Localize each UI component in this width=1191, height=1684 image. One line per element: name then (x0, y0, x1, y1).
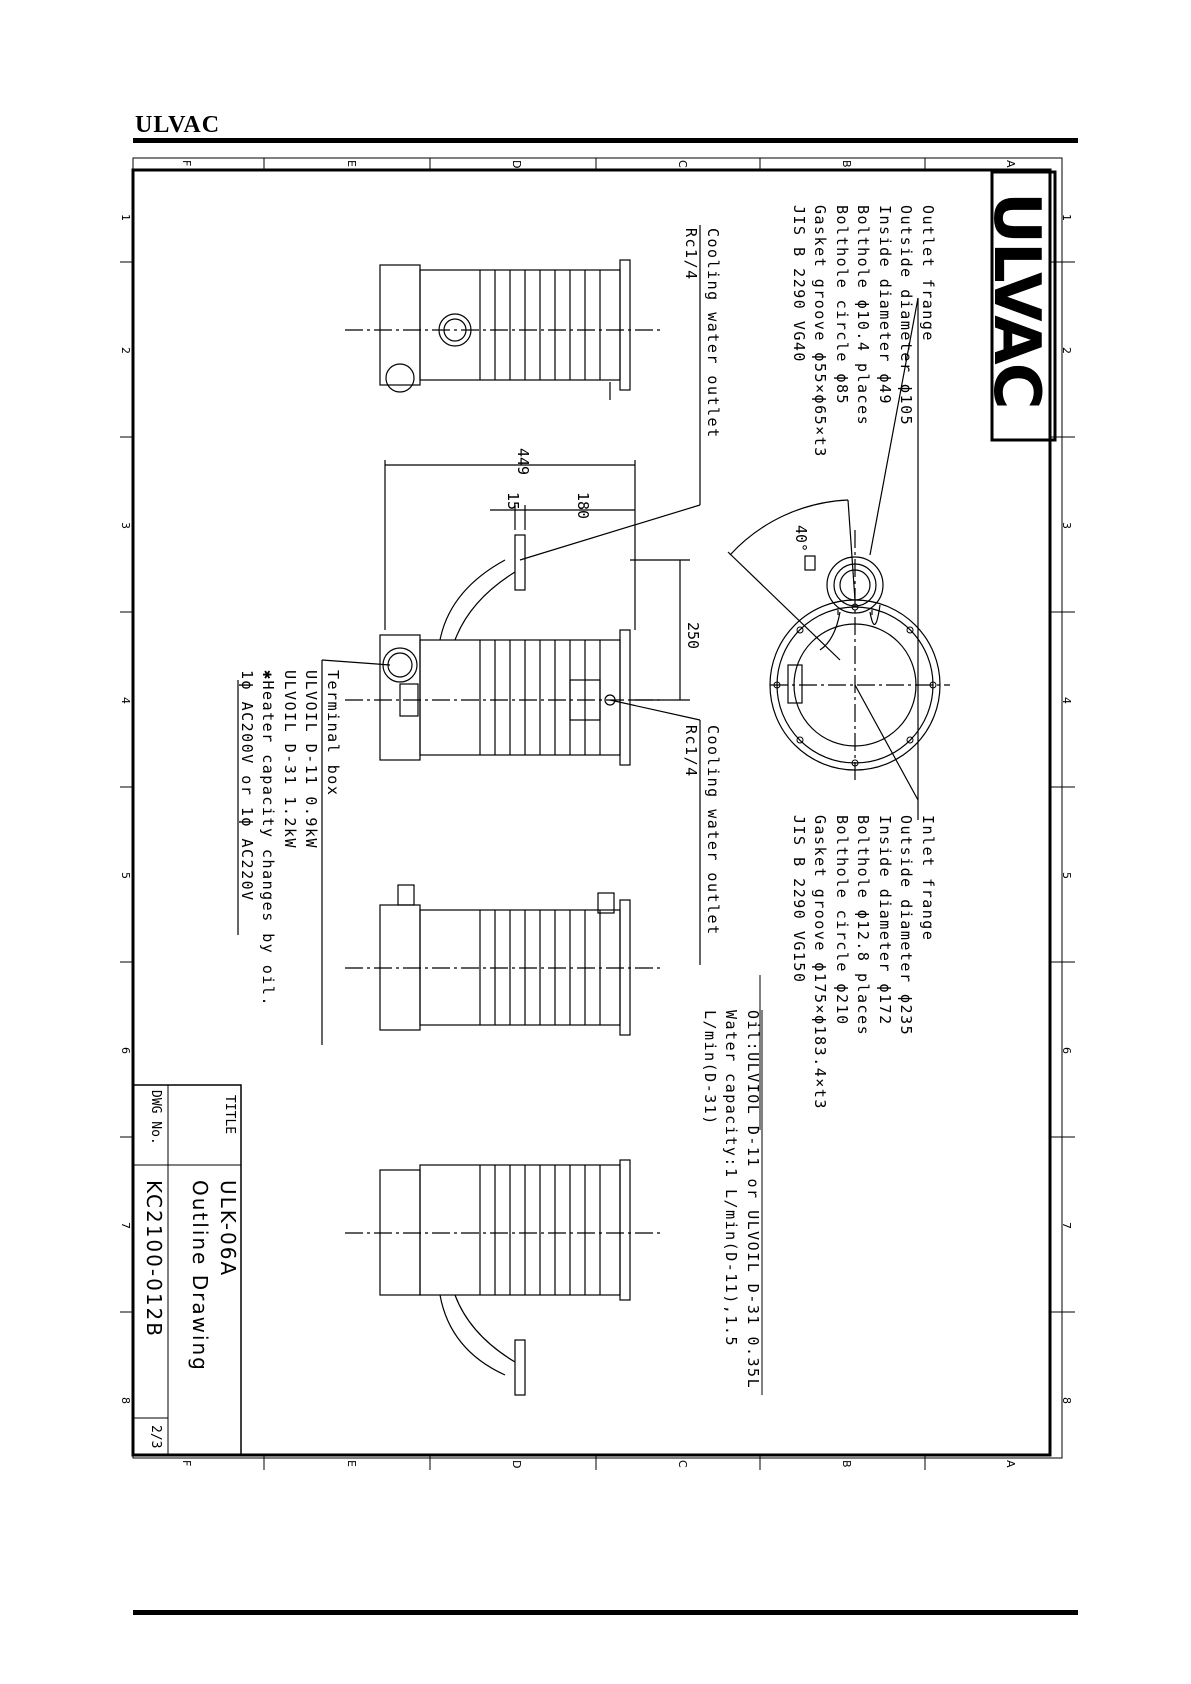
zone-letter-C: C (676, 160, 689, 168)
terminal-box-note (233, 670, 341, 1007)
outlet-frange-spec (785, 205, 936, 458)
inlet-frange-line: JIS B 2290 VG150 (790, 815, 808, 984)
side-view-4 (345, 1160, 660, 1395)
side-view-1 (345, 260, 660, 400)
outlet-frange-line: Outside diameter ϕ105 (897, 205, 916, 427)
title-line-2: Outline Drawing (188, 1180, 212, 1372)
terminal-line: 1ϕ AC200V or 1ϕ AC220V (238, 670, 256, 902)
zone-number-1-right: 1 (1060, 214, 1073, 221)
title-label: TITLE (222, 1095, 237, 1135)
zone-number-3-right: 3 (1060, 522, 1073, 529)
terminal-line: ULVOIL D-11 0.9kW (302, 670, 321, 850)
terminal-line: ULVOIL D-31 1.2kW (281, 670, 299, 850)
zone-number-5-right: 5 (1060, 872, 1073, 879)
oil-line: L/min(D-31) (701, 1010, 719, 1126)
zone-number-1: 1 (119, 214, 132, 221)
cooling-line: Cooling water outlet (704, 725, 722, 936)
zone-letter-F: F (180, 160, 193, 167)
zone-letter-C-bottom: C (676, 1460, 689, 1468)
outlet-frange-line: Gasket groove ϕ55×ϕ65×t3 (811, 205, 830, 458)
zone-number-5: 5 (119, 872, 132, 879)
zone-number-7: 7 (119, 1222, 132, 1229)
oil-line: Oil:ULVIOL D-11 or ULVOIL D-31 0.35L (744, 1010, 762, 1390)
drawing-logo: ULVAC (979, 192, 1053, 408)
zone-letter-A-bottom: A (1004, 1460, 1017, 1468)
outlet-frange-line: Outlet frange (919, 205, 937, 342)
zone-letter-B: B (840, 160, 853, 168)
inlet-frange-line: Outside diameter ϕ235 (897, 815, 916, 1037)
zone-letter-B-bottom: B (840, 1460, 853, 1468)
zone-letter-A: A (1004, 160, 1017, 168)
cooling-water-outlet-bottom (677, 725, 720, 936)
dimension-180: 180 (574, 492, 592, 520)
side-view-3 (345, 885, 660, 1035)
terminal-line: ✱Heater capacity changes by oil. (259, 670, 278, 1007)
title-line-1: ULK-06A (216, 1180, 240, 1278)
dimension-250: 250 (684, 622, 702, 650)
zone-number-7-right: 7 (1060, 1222, 1073, 1229)
zone-letter-E-bottom: E (345, 1460, 358, 1467)
zone-number-4: 4 (119, 697, 132, 704)
cooling-line: Rc1/4 (682, 228, 701, 281)
inlet-frange-line: Gasket groove ϕ175×ϕ183.4×t3 (811, 815, 830, 1110)
outlet-frange-line: Inside diameter ϕ49 (876, 205, 894, 406)
dwg-number: KC2100-012B (142, 1180, 166, 1338)
sheet-number: 2/3 (148, 1425, 163, 1449)
dimension-15: 15 (504, 492, 522, 511)
oil-line: Water capacity:1 L/min(D-11),1.5 (722, 1010, 741, 1347)
zone-letter-D: D (510, 160, 523, 169)
zone-number-8-right: 8 (1060, 1397, 1073, 1404)
inlet-frange-spec (785, 815, 936, 1110)
zone-number-2-right: 2 (1060, 347, 1073, 354)
page-header-logo: ULVAC (135, 112, 221, 138)
dimension-angle: 40° (792, 525, 810, 553)
cooling-line: Cooling water outlet (704, 228, 722, 439)
inlet-frange-line: Inlet frange (919, 815, 937, 942)
inlet-frange-line: Inside diameter ϕ172 (876, 815, 894, 1026)
zone-letter-D-bottom: D (510, 1460, 523, 1469)
oil-water-note (696, 1010, 761, 1389)
outlet-frange-line: Bolthole circle ϕ85 (833, 205, 851, 406)
outlet-frange-line: JIS B 2290 VG40 (790, 205, 808, 363)
zone-number-2: 2 (119, 347, 132, 354)
zone-number-8: 8 (119, 1397, 132, 1404)
zone-number-6: 6 (119, 1047, 132, 1054)
cooling-line: Rc1/4 (682, 725, 701, 778)
footer-rule (133, 1610, 1078, 1615)
zone-number-3: 3 (119, 522, 132, 529)
zone-number-6-right: 6 (1060, 1047, 1073, 1054)
zone-letter-F-bottom: F (180, 1460, 193, 1467)
zone-letter-E: E (345, 160, 358, 167)
dimension-449: 449 (514, 448, 532, 476)
dwg-number-label: DWG No. (148, 1090, 163, 1145)
outlet-frange-line: Bolthole ϕ10.4 places (854, 205, 873, 427)
terminal-line: Terminal box (324, 670, 342, 797)
zone-number-4-right: 4 (1060, 697, 1073, 704)
inlet-frange-line: Bolthole ϕ12.8 places (854, 815, 873, 1037)
inlet-frange-line: Bolthole circle ϕ210 (833, 815, 851, 1026)
cooling-water-outlet-top (677, 228, 720, 439)
